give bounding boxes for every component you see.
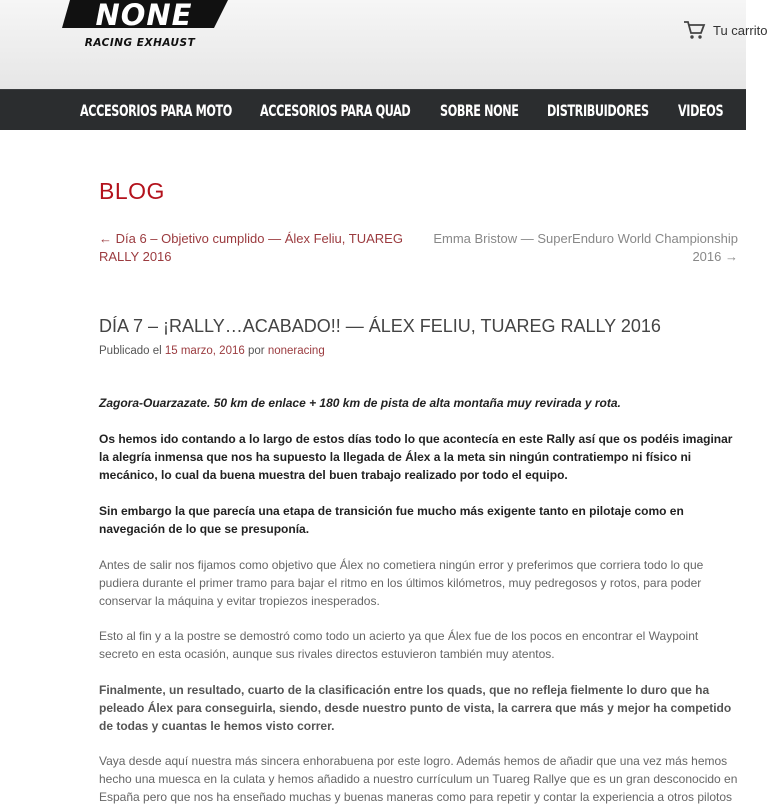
by-label: por [247,345,265,357]
page-title: BLOG [99,178,165,204]
author-link[interactable]: noneracing [267,345,325,357]
post-date-link[interactable]: 15 marzo, 2016 [164,345,245,357]
cart-label: Tu carrito [713,22,767,38]
nav-accesorios-moto[interactable]: ACCESORIOS PARA MOTO [80,100,232,120]
logo-graphic [64,0,232,52]
post-paragraph: Finalmente, un resultado, cuarto de la clasificación entre los quads, que no refleja fielmente lo duro que ha peleado Álex para conseguirla, siendo, desde nuestro punto de vista, la carrera que más y mejor ha competido de todas y cuantas le hemos visto correr. [99,683,732,733]
nav-accesorios-quad[interactable]: ACCESORIOS PARA QUAD [260,100,411,120]
post-meta [99,345,325,357]
svg-text:RACING EXHAUST: RACING EXHAUST [84,37,196,49]
nav-sobre-none[interactable]: SOBRE NONE [440,100,519,120]
post-paragraph: Esto al fin y a la postre se demostró como todo un acierto ya que Álex fue de los pocos en encontrar el Waypoint secreto en esta ocasión, aunque sus rivales directos estuvieron también muy atentos. [99,629,699,661]
cart-icon [683,20,705,40]
next-post-link[interactable]: Emma Bristow — SuperEnduro World Championship 2016 → [433,231,738,264]
svg-text:NONE: NONE [95,0,193,32]
post-title: DÍA 7 – ¡RALLY…ACABADO!! — ÁLEX FELIU, TUAREG RALLY 2016 [99,316,661,336]
post-paragraph: Zagora-Ouarzazate. 50 km de enlace + 180 km de pista de alta montaña muy revirada y rota. [99,396,621,410]
post-paragraph: Os hemos ido contando a lo largo de estos días todo lo que acontecía en este Rally así que os podéis imaginar la alegría inmensa que nos ha supuesto la llegada de Álex a la meta sin ningún contratiempo ni físico ni mecánico, lo cual da buena muestra del buen trabajo realizado por todo el equipo. [99,432,733,482]
nav-videos[interactable]: VIDEOS [678,100,724,120]
site-header [0,0,767,89]
post-paragraph: Vaya desde aquí nuestra más sincera enhorabuena por este logro. Además hemos de añadir que una vez más hemos hecho una muesca en la culata y hemos añadido a nuestro currículum un Tuareg Rallye que es un gran desconocido en España pero que nos ha enseñado muchas y buenas maneras como para repetir y contar la experiencia a otros pilotos [99,754,738,804]
previous-post-link[interactable]: ← Día 6 – Objetivo cumplido — Álex Feliu, TUAREG RALLY 2016 [99,231,403,264]
cart-link[interactable] [683,20,767,40]
none-logo[interactable] [64,0,232,52]
published-label: Publicado el [99,345,162,357]
nav-distribuidores[interactable]: DISTRIBUIDORES [547,100,649,120]
post-paragraph: Antes de salir nos fijamos como objetivo que Álex no cometiera ningún error y preferimos que corriera todo lo que pudiera durante el primer tramo para bajar el ritmo en los últimos kilómetros, muy pedregosos y rotos, para poder conservar la máquina y evitar tropiezos inesperados. [99,558,704,608]
main-nav [0,89,746,130]
post-paragraph: Sin embargo la que parecía una etapa de transición fue mucho más exigente tanto en pilotaje como en navegación de lo que se presuponía. [99,504,684,536]
